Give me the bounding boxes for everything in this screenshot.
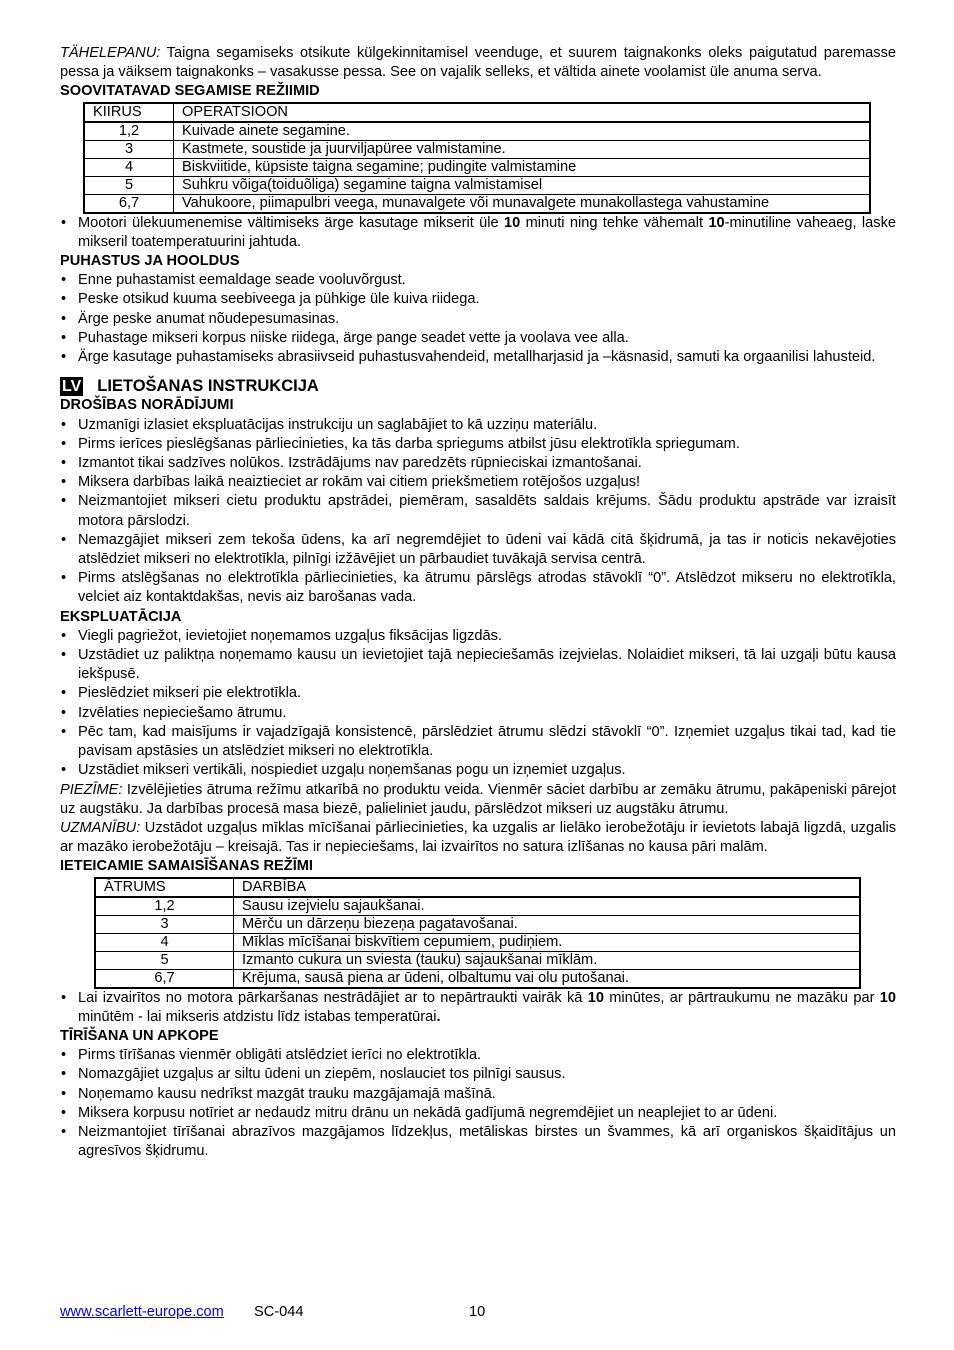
- table-cell-operation: Izmanto cukura un sviesta (tauku) sajaukšanai mīklām.: [234, 951, 861, 969]
- motor-note-bold: .: [436, 1008, 441, 1025]
- lv-note-paragraph: [60, 781, 896, 819]
- list-item: [60, 989, 896, 1027]
- et-attention-label: TÄHELEPANU:: [60, 45, 161, 61]
- table-row: [84, 194, 870, 213]
- lv-cleaning-heading: TĪRĪŠANA UN APKOPE: [60, 1027, 219, 1044]
- table-cell-speed: 6,7: [95, 969, 234, 988]
- list-item: • Uzstādiet mikseri vertikāli, nospiediet uzgaļu noņemšanas pogu un izņemiet uzgaļus.: [60, 761, 896, 780]
- table-cell-speed: 3: [84, 140, 174, 158]
- page-footer: [60, 1303, 896, 1323]
- list-item: • Izmantot tikai sadzīves nolūkos. Izstrādājums nav paredzēts rūpnieciskai izmantošanai.: [60, 454, 896, 473]
- motor-note-bold: 10: [504, 214, 521, 231]
- et-modes-table: [83, 102, 871, 214]
- lv-note-label: PIEZĪME:: [60, 781, 123, 798]
- table-cell-operation: Vahukoore, piimapulbri veega, munavalgete või munavalgete munakollastega vahustamine: [174, 194, 871, 213]
- motor-note-text: Lai izvairītos no motora pārkaršanas nestrādājiet ar to nepārtraukti vairāk kā: [78, 989, 588, 1006]
- list-item: • Neizmantojiet mikseri cietu produktu apstrādei, piemēram, sasaldēts saldais krējums. Šādu produktu apstrāde var izraisīt motora pārslodzi.: [60, 492, 896, 530]
- motor-note-text: Mootori ülekuumenemise vältimiseks ärge kasutage mikserit üle: [78, 214, 504, 231]
- list-item: • Nomazgājiet uzgaļus ar siltu ūdeni un ziepēm, noslauciet tos pilnīgi sausus.: [60, 1065, 896, 1084]
- lv-title-text: LIETOŠANAS INSTRUKCIJA: [97, 377, 319, 396]
- lv-motor-note-list: [60, 989, 896, 1027]
- table-header-cell: KIIRUS: [84, 103, 174, 122]
- list-item: • Uzstādiet uz paliktņa noņemamo kausu un ievietojiet tajā nepieciešamās izejvielas. Nolaidiet mikseri, tā lai uzgaļi būtu kausa iekšpusē.: [60, 646, 896, 684]
- list-item: • Peske otsikud kuuma seebiveega ja pühkige üle kuiva riidega.: [60, 290, 896, 309]
- list-item: • Pirms ierīces pieslēgšanas pārliecinieties, ka tās darba spriegums atbilst jūsu elektrotīkla spriegumam.: [60, 435, 896, 454]
- language-badge: LV: [62, 378, 82, 396]
- list-item: • Ärge peske anumat nõudepesumasinas.: [60, 310, 896, 329]
- table-row: [95, 915, 860, 933]
- list-item: • Pirms tīrīšanas vienmēr obligāti atslēdziet ierīci no elektrotīkla.: [60, 1046, 896, 1065]
- list-item: • Neizmantojiet tīrīšanai abrazīvos mazgājamos līdzekļus, metāliskas birstes un švammes, kā arī organiskos šķaidītājus un agresīvos šķidrumu.: [60, 1123, 896, 1161]
- lv-attention-text: Uzstādot uzgaļus mīklas mīcīšanai pārliecinieties, ka uzgalis ar lielāko ierobežotāju ir ievietots labajā ligzdā, uzgalis ar mazāko ierobežotāju – kreisajā. Tas ir nepieciešams, lai izvairītos no satura izlīšanas no kausa pāri malām.: [60, 819, 896, 856]
- motor-note-text: minūtēm - lai mikseris atdzistu līdz istabas temperatūrai: [78, 1008, 437, 1025]
- lv-modes-table: [94, 877, 861, 989]
- table-cell-speed: 4: [84, 158, 174, 176]
- table-cell-speed: 6,7: [84, 194, 174, 213]
- lv-section-title: [60, 377, 896, 396]
- motor-note-text: minuti ning tehke vähemalt: [520, 214, 709, 231]
- list-item: • Ärge kasutage puhastamiseks abrasiivseid puhastusvahendeid, metallharjasid ja –käsnasid, samuti ka orgaanilisi lahusteid.: [60, 348, 896, 367]
- table-row: [95, 951, 860, 969]
- lv-note-text: Izvēlējieties ātruma režīmu atkarībā no produktu veida. Vienmēr sāciet darbību ar zemāku ātrumu, pakāpeniski pārejot uz augstāku. Ja darbības procesā masa biezē, palieliniet jaudu, pārslēdzot mikseri uz augstāku ātrumu.: [60, 781, 896, 817]
- table-cell-speed: 4: [95, 933, 234, 951]
- table-header-row: [95, 878, 860, 897]
- list-item: • Pieslēdziet mikseri pie elektrotīkla.: [60, 684, 896, 703]
- table-header-row: [84, 103, 870, 122]
- lv-cleaning-list: [60, 1046, 896, 1161]
- model-number: SC-044: [254, 1304, 304, 1320]
- list-item: • Miksera darbības laikā neaiztieciet ar rokām vai citiem priekšmetiem rotējošos uzgaļus!: [60, 473, 896, 492]
- et-cleaning-list: [60, 271, 896, 367]
- lv-modes-heading: IETEICAMIE SAMAISĪŠANAS REŽĪMI: [60, 858, 313, 875]
- lv-operation-list: [60, 627, 896, 781]
- et-attention-text: Taigna segamiseks otsikute külgekinnitamisel veenduge, et suurem taignakonks oleks paigutatud paremasse pessa ja väiksem taignakonks – vasakusse pessa. See on vajalik selleks, et vältida ainete voolamist üle anuma serva.: [60, 45, 896, 81]
- list-item: • Nemazgājiet mikseri zem tekoša ūdens, ka arī negremdējiet to ūdeni vai kādā citā šķidrumā, ja tas ir noticis nekavējoties atslēdziet mikseri no elektrotīkla, pilnīgi izžāvējiet un pārbaudiet tuvākajā servisa centrā.: [60, 531, 896, 569]
- list-item: • Noņemamo kausu nedrīkst mazgāt trauku mazgājamajā mašīnā.: [60, 1085, 896, 1104]
- lv-safety-list: [60, 416, 896, 608]
- table-cell-operation: Mērču un dārzeņu biezeņa pagatavošanai.: [234, 915, 861, 933]
- list-item: • Miksera korpusu notīriet ar nedaudz mitru drānu un nekādā gadījumā negremdējiet un neaplejiet to ar ūdeni.: [60, 1104, 896, 1123]
- list-item: • Viegli pagriežot, ievietojiet noņemamos uzgaļus fiksācijas ligzdās.: [60, 627, 896, 646]
- table-row: [84, 158, 870, 176]
- table-cell-speed: 5: [95, 951, 234, 969]
- table-row: [95, 969, 860, 988]
- list-item: • Enne puhastamist eemaldage seade vooluvõrgust.: [60, 271, 896, 290]
- table-row: [95, 933, 860, 951]
- table-cell-operation: Sausu izejvielu sajaukšanai.: [234, 897, 861, 916]
- list-item: • Izvēlaties nepieciešamo ātrumu.: [60, 704, 896, 723]
- website-link[interactable]: www.scarlett-europe.com: [60, 1304, 224, 1320]
- motor-note-bold: 10: [879, 989, 896, 1006]
- table-cell-operation: Kastmete, soustide ja juurviljapüree valmistamine.: [174, 140, 871, 158]
- et-cleaning-heading: PUHASTUS JA HOOLDUS: [60, 253, 240, 270]
- table-row: [84, 122, 870, 141]
- list-item: • Puhastage mikseri korpus niiske riidega, ärge pange seadet vette ja voolava vee alla.: [60, 329, 896, 348]
- lv-attention-paragraph: [60, 819, 896, 857]
- table-cell-operation: Suhkru võiga(toiduõliga) segamine taigna valmistamisel: [174, 176, 871, 194]
- list-item: • Pirms atslēgšanas no elektrotīkla pārliecinieties, ka ātrumu pārslēgs atrodas stāvoklī “0”. Atslēdzot mikseru no elektrotīkla, velciet aiz kontaktdakšas, nevis aiz barošanas vada.: [60, 569, 896, 607]
- et-modes-heading: SOOVITATAVAD SEGAMISE REŽIIMID: [60, 83, 320, 100]
- et-attention-paragraph: [60, 44, 896, 82]
- table-header-cell: ĀTRUMS: [95, 878, 234, 897]
- table-cell-operation: Krējuma, sausā piena ar ūdeni, olbaltumu vai olu putošanai.: [234, 969, 861, 988]
- table-cell-operation: Biskviitide, küpsiste taigna segamine; pudingite valmistamine: [174, 158, 871, 176]
- table-row: [84, 140, 870, 158]
- table-header-cell: OPERATSIOON: [174, 103, 871, 122]
- table-row: [95, 897, 860, 916]
- motor-note-text: minūtes, ar pārtraukumu ne mazāku par: [603, 989, 880, 1006]
- et-motor-note-list: [60, 214, 896, 252]
- lv-safety-heading: DROŠĪBAS NORĀDĪJUMI: [60, 397, 234, 414]
- motor-note-text: -minutiline vaheaeg, laske mikseril toatemperatuurini jahtuda.: [78, 214, 897, 250]
- lv-operation-heading: EKSPLUATĀCIJA: [60, 608, 182, 625]
- table-header-cell: DARBĪBA: [234, 878, 861, 897]
- table-cell-speed: 1,2: [95, 897, 234, 916]
- document-page: [60, 44, 896, 1161]
- table-cell-operation: Mīklas mīcīšanai biskvītiem cepumiem, pudiņiem.: [234, 933, 861, 951]
- table-cell-speed: 1,2: [84, 122, 174, 141]
- list-item: • Uzmanīgi izlasiet ekspluatācijas instrukciju un saglabājiet to kā uzziņu materiālu.: [60, 416, 896, 435]
- table-cell-speed: 5: [84, 176, 174, 194]
- table-cell-speed: 3: [95, 915, 234, 933]
- table-row: [84, 176, 870, 194]
- motor-note-bold: 10: [587, 989, 604, 1006]
- list-item: • Pēc tam, kad maisījums ir vajadzīgajā konsistencē, pārslēdziet ātrumu slēdzi stāvoklī “0”. Izņemiet uzgaļus tikai tad, kad tie pavisam apstāsies un atslēdziet mikseri no elektrotīkla.: [60, 723, 896, 761]
- list-item: [60, 214, 896, 252]
- motor-note-bold: 10: [708, 214, 725, 231]
- table-cell-operation: Kuivade ainete segamine.: [174, 122, 871, 141]
- page-number: 10: [469, 1304, 486, 1320]
- lv-attention-label: UZMANĪBU:: [60, 819, 141, 836]
